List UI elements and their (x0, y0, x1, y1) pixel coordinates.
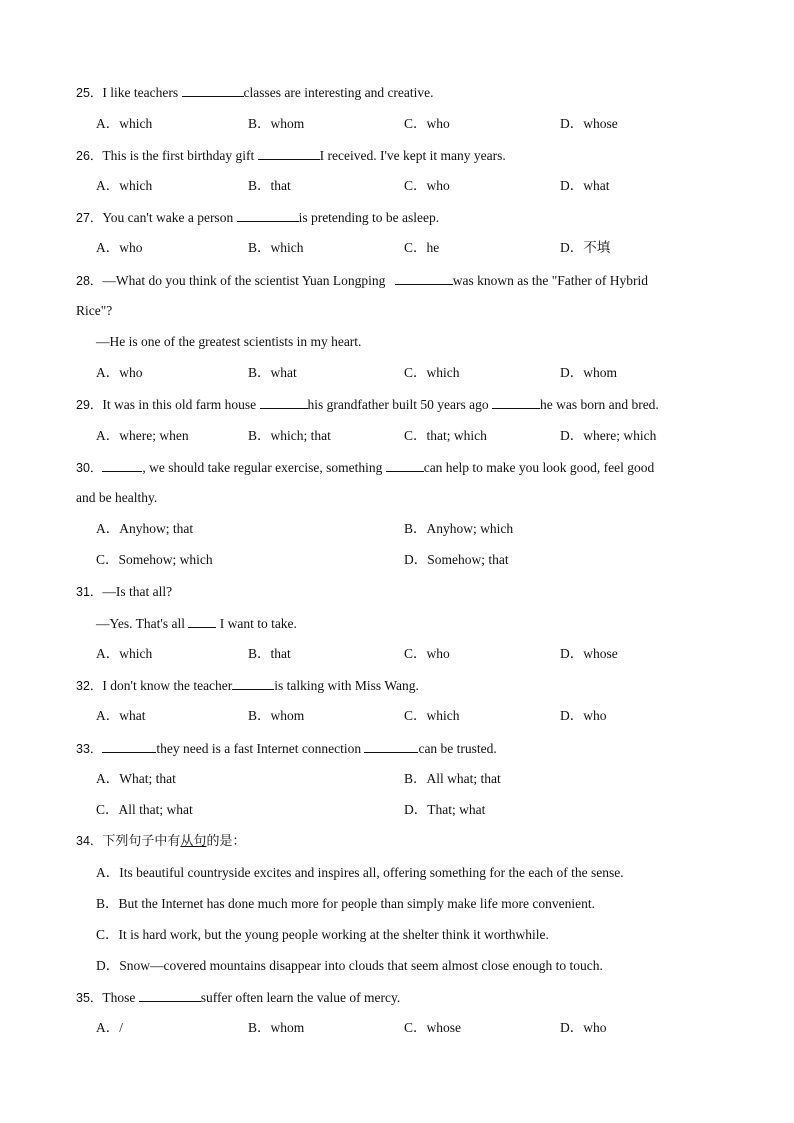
option-c[interactable]: C．who (404, 646, 450, 661)
option-a[interactable]: A．which (96, 116, 153, 131)
option-a[interactable]: A．which (96, 178, 153, 193)
option-b[interactable]: B．which (248, 240, 304, 255)
question-28-stem-continued: Rice"? (76, 303, 113, 318)
question-number: 28． (76, 274, 103, 288)
stem-text: I received. I've kept it many years. (319, 148, 506, 163)
stem-text: —Yes. That's all (96, 616, 189, 631)
option-a[interactable]: A．where; when (96, 428, 189, 443)
option-a[interactable]: A．who (96, 240, 143, 255)
option-b[interactable]: B．which; that (248, 428, 331, 443)
option-b[interactable]: B．whom (248, 116, 305, 131)
stem-text: classes are interesting and creative. (243, 85, 434, 100)
question-31-stem (76, 584, 172, 600)
stem-text: This is the first birthday gift (102, 148, 258, 163)
underlined-term: 从句 (180, 834, 207, 849)
stem-text: I don't know the teacher (102, 678, 233, 693)
question-number: 30． (76, 461, 103, 475)
option-d[interactable]: D．who (560, 708, 607, 723)
answer-blank[interactable] (102, 459, 142, 472)
question-number: 35． (76, 991, 103, 1005)
question-34-stem (76, 833, 245, 850)
stem-text: suffer often learn the value of mercy. (200, 990, 401, 1005)
answer-blank[interactable] (364, 740, 418, 753)
option-c[interactable]: C．who (404, 116, 450, 131)
option-a[interactable]: A．Its beautiful countryside excites and inspires all, offering something for the each of the sense. (96, 865, 624, 880)
answer-blank[interactable] (232, 677, 274, 690)
stem-text: 下列句子中有 (102, 834, 181, 849)
option-b[interactable]: B．that (248, 646, 291, 661)
option-a[interactable]: A．Anyhow; that (96, 521, 194, 536)
question-number: 33． (76, 742, 103, 756)
option-c[interactable]: C．which (404, 708, 460, 723)
answer-blank[interactable] (395, 272, 453, 285)
stem-text: his grandfather built 50 years ago (307, 397, 492, 412)
stem-text: is talking with Miss Wang. (274, 678, 419, 693)
answer-blank[interactable] (386, 459, 424, 472)
stem-text: is pretending to be asleep. (298, 210, 440, 225)
option-a[interactable]: A．What; that (96, 771, 176, 786)
answer-blank[interactable] (258, 147, 320, 160)
answer-blank[interactable] (182, 84, 244, 97)
dialogue-response: —He is one of the greatest scientists in my heart. (96, 334, 362, 349)
option-c[interactable]: C．who (404, 178, 450, 193)
option-d[interactable]: D．where; which (560, 428, 657, 443)
option-d[interactable]: D．whom (560, 365, 617, 380)
option-c[interactable]: C．It is hard work, but the young people working at the shelter think it worthwhile. (96, 927, 549, 942)
question-30-stem (76, 459, 654, 476)
option-b[interactable]: B．Anyhow; which (404, 521, 514, 536)
option-a[interactable]: A．what (96, 708, 146, 723)
option-c[interactable]: C．whose (404, 1020, 461, 1035)
option-d[interactable]: D．whose (560, 646, 618, 661)
question-number: 26． (76, 149, 103, 163)
answer-blank[interactable] (260, 396, 308, 409)
option-d[interactable]: D．That; what (404, 802, 486, 817)
stem-text: was known as the "Father of Hybrid (452, 273, 648, 288)
stem-text: 的是： (206, 834, 246, 849)
option-b[interactable]: B．what (248, 365, 297, 380)
answer-blank[interactable] (492, 396, 540, 409)
stem-text: I like teachers (102, 85, 182, 100)
option-d[interactable]: D．Snow—covered mountains disappear into clouds that seem almost close enough to touch. (96, 958, 603, 973)
answer-blank[interactable] (237, 209, 299, 222)
stem-text: can help to make you look good, feel good (423, 460, 655, 475)
answer-blank[interactable] (188, 615, 216, 628)
option-c[interactable]: C．Somehow; which (96, 552, 213, 567)
option-b[interactable]: B．whom (248, 1020, 305, 1035)
question-number: 32． (76, 679, 103, 693)
option-a[interactable]: A．which (96, 646, 153, 661)
dialogue-response (96, 615, 297, 632)
stem-text: I want to take. (216, 616, 297, 631)
stem-text: You can't wake a person (102, 210, 237, 225)
option-d[interactable]: D．who (560, 1020, 607, 1035)
question-number: 29． (76, 398, 103, 412)
answer-blank[interactable] (139, 989, 201, 1002)
answer-blank[interactable] (102, 740, 156, 753)
stem-text: can be trusted. (418, 741, 497, 756)
stem-text: —Is that all? (102, 584, 173, 599)
option-b[interactable]: B．All what; that (404, 771, 501, 786)
question-number: 25． (76, 86, 103, 100)
question-35-stem (76, 989, 400, 1006)
question-25-stem (76, 84, 434, 101)
stem-text: Those (102, 990, 139, 1005)
stem-text: , we should take regular exercise, something (142, 460, 386, 475)
stem-text: It was in this old farm house (102, 397, 260, 412)
option-a[interactable]: A．who (96, 365, 143, 380)
option-b[interactable]: B．whom (248, 708, 305, 723)
option-c[interactable]: C．he (404, 240, 440, 255)
question-28-stem (76, 272, 648, 289)
question-30-stem-continued: and be healthy. (76, 490, 158, 505)
option-d[interactable]: D．Somehow; that (404, 552, 509, 567)
question-number: 31． (76, 585, 103, 599)
option-d[interactable]: D．what (560, 178, 610, 193)
question-32-stem (76, 677, 419, 694)
option-c[interactable]: C．which (404, 365, 460, 380)
option-d[interactable]: D．不填 (560, 240, 611, 255)
option-d[interactable]: D．whose (560, 116, 618, 131)
question-26-stem (76, 147, 506, 164)
stem-text: —What do you think of the scientist Yuan Longping (102, 273, 389, 288)
option-c[interactable]: C．All that; what (96, 802, 193, 817)
question-number: 34． (76, 834, 103, 848)
question-33-stem (76, 740, 497, 757)
option-c[interactable]: C．that; which (404, 428, 487, 443)
option-a[interactable]: A．/ (96, 1020, 123, 1035)
stem-text: he was born and bred. (539, 397, 659, 412)
option-b[interactable]: B．But the Internet has done much more for people than simply make life more convenient. (96, 896, 595, 911)
question-29-stem (76, 396, 659, 413)
stem-text: they need is a fast Internet connection (156, 741, 365, 756)
option-b[interactable]: B．that (248, 178, 291, 193)
question-number: 27． (76, 211, 103, 225)
question-27-stem (76, 209, 439, 226)
